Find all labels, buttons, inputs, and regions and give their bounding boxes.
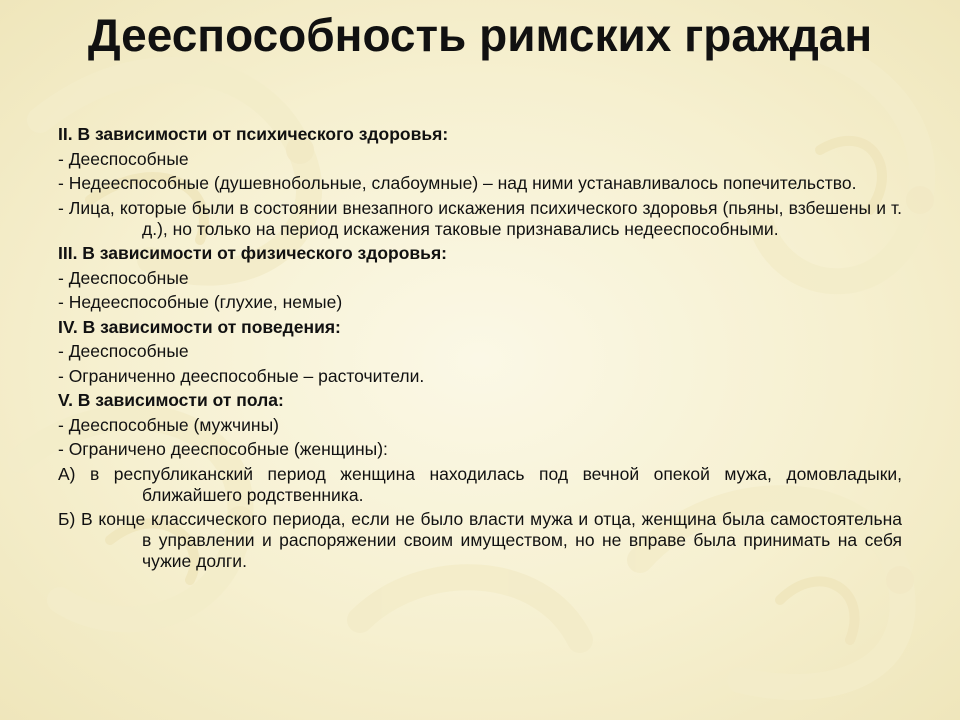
list-item: - Недееспособные (глухие, немые) [58,292,343,312]
list-item: - Лица, которые были в состоянии внезапного искажения психического здоровья (пьяны, взбешены и т. д.), но только на период искажения таковые признавались недееспособными. [58,197,902,239]
slide-title: Дееспособность римских граждан [87,9,873,61]
slide-content [58,124,902,576]
list-item: А) в республиканский период женщина находилась под вечной опекой мужа, домовладыки, ближайшего родственника. [58,463,902,505]
list-item: - Ограничено дееспособные (женщины): [58,439,388,459]
list-item: - Дееспособные [58,267,189,288]
list-item: - Ограниченно дееспособные – расточители. [58,365,425,386]
list-item: - Дееспособные [58,341,189,361]
section-heading-physical: III. В зависимости от физического здоровья: [58,243,447,263]
list-item: - Дееспособные [58,148,189,169]
list-item: - Дееспособные (мужчины) [58,414,279,435]
section-heading-behavior: IV. В зависимости от поведения: [58,316,341,337]
list-item: Б) В конце классического периода, если не было власти мужа и отца, женщина была самостоятельна в управлении и распоряжении своим имуществом, но не вправе была принимать на себя чужие долги. [58,509,902,571]
section-heading-psychic: II. В зависимости от психического здоровья: [58,124,449,144]
list-item: - Недееспособные (душевнобольные, слабоумные) – над ними устанавливалось попечительство. [58,173,857,193]
section-heading-gender: V. В зависимости от пола: [58,390,284,410]
